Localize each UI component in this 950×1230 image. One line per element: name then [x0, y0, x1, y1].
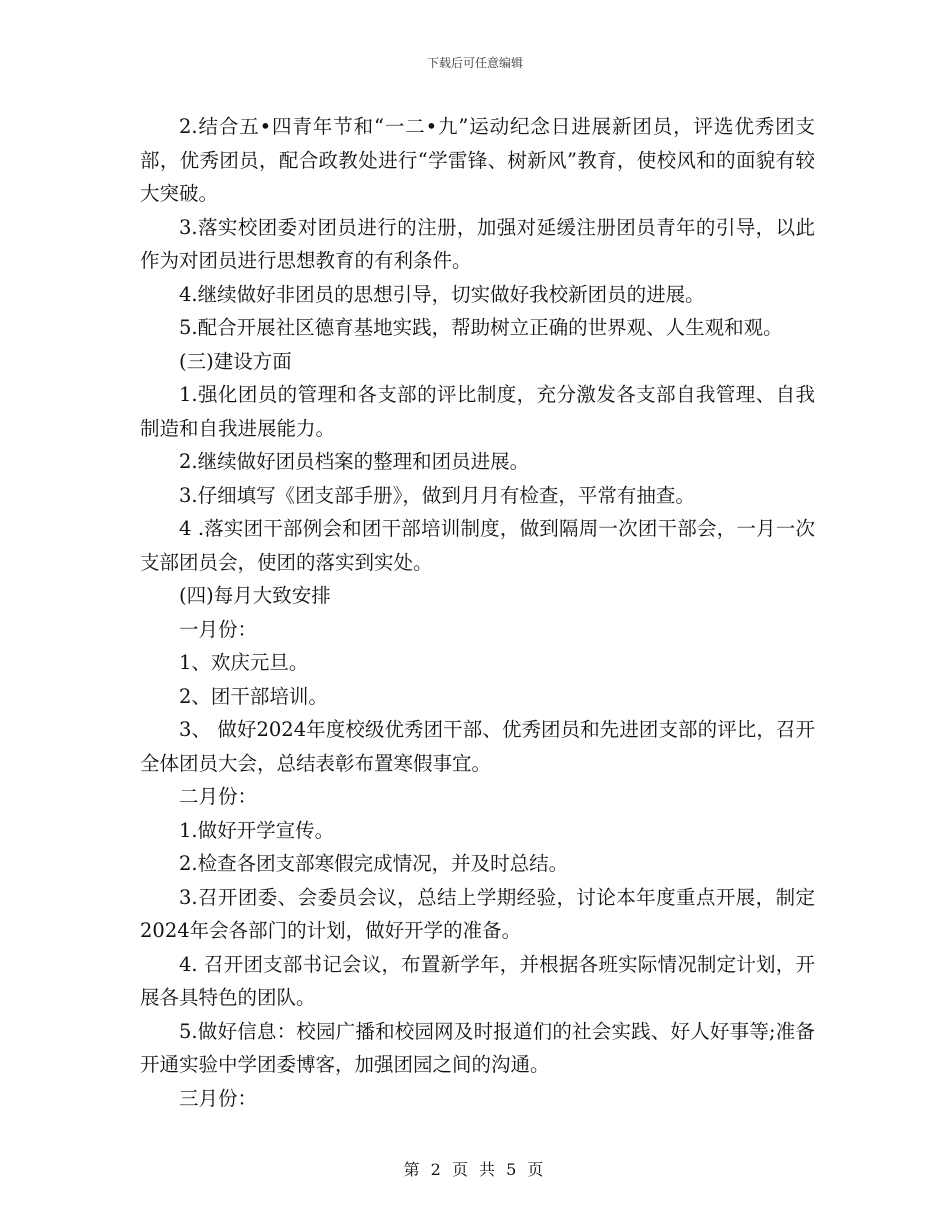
paragraph: 4. 召开团支部书记会议，布置新学年，并根据各班实际情况制定计划，开展各具特色的团队。	[140, 952, 815, 1009]
page-header: 下载后可任意编辑	[426, 56, 523, 70]
month-heading: 一月份：	[179, 617, 258, 641]
paragraph: 1.强化团员的管理和各支部的评比制度，充分激发各支部自我管理、自我制造和自我进展能力。	[140, 383, 815, 440]
document-body	[140, 110, 815, 1115]
month-heading: 二月份：	[179, 785, 258, 808]
paragraph: 2.继续做好团员档案的整理和团员进展。	[179, 450, 530, 473]
paragraph: 2、团干部培训。	[179, 684, 328, 708]
paragraph: 4 .落实团干部例会和团干部培训制度，做到隔周一次团干部会，一月一次支部团员会，使团的落实到实处。	[140, 517, 815, 574]
paragraph: 3.落实校团委对团员进行的注册，加强对延缓注册团员青年的引导，以此作为对团员进行思想教育的有利条件。	[140, 215, 815, 272]
paragraph: 5.做好信息：校园广播和校园网及时报道们的社会实践、好人好事等;准备开通实验中学团委博客，加强团园之间的沟通。	[140, 1019, 815, 1076]
paragraph: 1.做好开学宣传。	[179, 818, 335, 842]
paragraph: 1、欢庆元旦。	[179, 651, 309, 674]
page-footer: 第 2 页 共 5 页	[403, 1160, 547, 1179]
paragraph: 2.检查各团支部寒假完成情况，并及时总结。	[179, 852, 569, 875]
paragraph: 5.配合开展社区德育基地实践，帮助树立正确的世界观、人生观和观。	[179, 316, 783, 339]
paragraph: 4.继续做好非团员的思想引导，切实做好我校新团员的进展。	[179, 282, 705, 306]
month-heading: 三月份：	[179, 1086, 258, 1110]
paragraph: 3.召开团委、会委员会议，总结上学期经验，讨论本年度重点开展，制定2024年会各部门的计划，做好开学的准备。	[140, 885, 815, 942]
paragraph: 3、 做好2024年度校级优秀团干部、优秀团员和先进团支部的评比，召开全体团员大会，总结表彰布置寒假事宜。	[140, 718, 815, 775]
paragraph: 3.仔细填写《团支部手册》，做到月月有检查，平常有抽查。	[179, 483, 695, 507]
section-heading: (三)建设方面	[179, 349, 292, 373]
paragraph: 2.结合五•四青年节和“一二•九”运动纪念日进展新团员，评选优秀团支部，优秀团员，配合政教处进行“学雷锋、树新风”教育，使校风和的面貌有较大突破。	[140, 115, 815, 205]
section-heading: (四)每月大致安排	[179, 584, 331, 607]
